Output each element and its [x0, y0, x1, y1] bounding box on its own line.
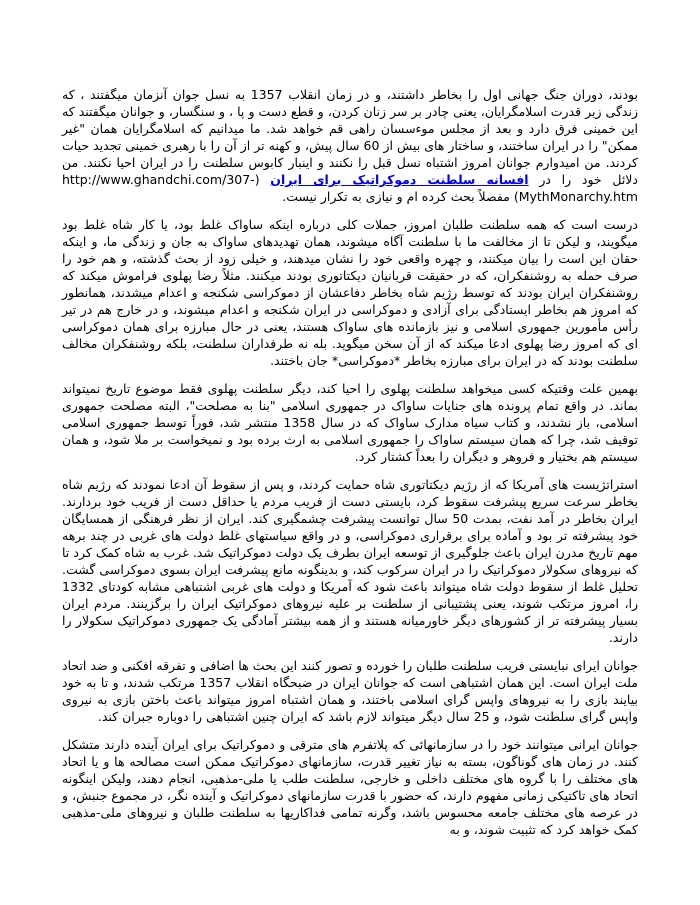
paragraph-1 — [62, 86, 638, 205]
myth-of-democratic-monarchy-link[interactable]: افسانه سلطنت دموکراتیک برای ایران — [270, 172, 529, 187]
paragraph-6: جوانان ایرانی میتوانند خود را در سازمانهائی که پلاتفرم های مترقی و دموکراتیک برای ایران آینده دارند متشکل کنند. در زمان های گوناگون، بسته به نیاز تغییر قدرت، سازمانهای دموکراتیک ممکن است مصالحه ها و یا اتحاد های مختلف را با گروه های مختلف داخلی و خارجی، سلطنت طلب یا ملی-مذهبی، انجام دهند، ولیکن اینگونه اتحاد های تاکتیکی زمانی مفهوم دارند، که حضور با قدرت سازمانهای دموکراتیک و آینده نگر، در مجموع جنبش، و در عرصه های مختلف جامعه محسوس باشد، وگرنه تمامی فداکاریها به سلطنت طلبان و نیروهای ملی-مذهبی کمک خواهد کرد که تثبیت شوند، و به — [62, 737, 638, 837]
paragraph-5: جوانان ایرای نبایستی فریب سلطنت طلبان را خورده و تصور کنند این بحث ها اضافی و تفرقه افکنی و ضد اتحاد ملت ایران است. این همان اشتباهی است که جوانان ایران در ضبحگاه انقلاب 1357 مرتکب شدند، و تا به خود بیایند بازی را به نیروهای واپس گرای اسلامی باختند، و همان اشتباه امروز میتواند باعث باختن بازی به نیروی واپس گرای سلطنت شود، و 25 سال دیگر میتواند لازم باشد که ایران چنین اشتباهی را دوباره جبران کند. — [62, 658, 638, 724]
paragraph-4: استراتژیست های آمریکا که از رژیم دیکتاتوری شاه حمایت کردند، و پس از سقوط آن ادعا نمودند که رژیم شاه بخاطر سرعت سریع پیشرفت سقوط کرد، بایستی دست از فریب مردم یا حداقل دست از فریب خود بردارند. ایران بخاطر در آمد نفت، بمدت 50 سال توانست پیشرفت چشمگیری کند. ایران از نظر فرهنگی از همسایگان خود پیشرفته تر بود و آماده برای برقراری دموکراسی، و در واقع سیاستهای غلط دولت های غربی در چند برهه مهم تاریخ مدرن ایران باعث جلوگیری از توسعه ایران بطرف یک دولت دموکراتیک شد. غرب به شاه کمک کرد تا که نیروهای سکولار دموکراتیک را در ایران سرکوب کند، و بدینگونه مانع پیشرفت ایران بسوی دموکراسی گشت. تحلیل غلط از سقوط دولت شاه میتواند باعث شود که آمریکا و دولت های غربی اشتباهی مشابه کودتای 1332 را، امروز مرتکب شوند، یعنی پشتیبانی از سلطنت بر علیه نیروهای دموکراتیک ایران را برگزینند. مردم ایران بسیار پیشرفته تر از کشورهای دیگر خاورمیانه هستند و از همه بیشتر آمادگی یک جمهوری دموکراتیک سکولار را دارند. — [62, 477, 638, 645]
paragraph-1-text: بودند، دوران جنگ جهانی اول را بخاطر داشتند، و در زمان انقلاب 1357 به نسل جوان آنزمان میگفتند ، که زندگی زیر قدرت اسلامگرایان، یعنی چادر بر سر زنان کردن، و قطع دست و پا ، و سنگسار، و جوانان میگفتند که این خمینی فرق دارد و بعد از مجلس موءسسان راهی قم خواهد شد. ما میدانیم که اسلامگرایان همان "غیر ممکن" را در ایران ساختند، و ساختار های بیش از 60 سال پیش، و کهنه تر از آن را با رهبری خمینی تجدید حیات کردند. من امیدوارم جوانان امروز اشتباه نسل قبل را نکنند و اینبار کابوس سلطنت را در ایران احیا نکنند. من دلائل خود را در — [62, 87, 638, 187]
paragraph-2: درست است که همه سلطنت طلبان امروز، جملات کلی درباره اینکه ساواک غلط بود، یا کار شاه غلط بود میگویند، و لیکن تا از مخالفت ما با سلطنت آگاه میشوند، همان تهدیدهای ساواک به جان و زندگی ما، و اینکه حقان این است را بیان میکنند، و چهره واقعی خود را نشان میدهند، و خیلی زود از بحث گذشته، و هم خود را صرف حمله به روشنفکران، که در حقیقت قربانیان دیکتاتوری بودند میکنند. مثلاً رضا پهلوی فراموش میکند که روشنفکران ایران بودند که توسط رژیم شاه بخاطر دفاعشان از دموکراسی شکنجه و اعدام میشدند، همانطور که امروز هم بخاطر ایستادگی برای آزادی و دموکراسی در ایران شکنجه و اعدام میشوند، و در خارج هم در تیر رأس مأمورین جمهوری اسلامی و نیز بازمانده های ساواک هستند، یعنی در حال مبارزه برای همان دموکراسی ای که امروز رضا پهلوی ادعا میکند که از آن سخن میگوید. بله نه طرفداران سلطنت، بلکه روشنفکران مخالف سلطنت بودند که در ایران برای مبارزه بخاطر *دموکراسی* جان باختند. — [62, 217, 638, 368]
paragraph-1-text-after: مفصلاً بحث کرده ام و نیازی به تکرار نیست. — [282, 189, 510, 204]
link-url-text: (http://www.ghandchi.com/307-MythMonarchy.htm) — [62, 172, 638, 204]
paragraph-3: بهمین علت وقتیکه کسی میخواهد سلطنت پهلوی را احیا کند، دیگر سلطنت پهلوی فقط موضوع تاریخ نمیتواند بماند. در واقع تمام پرونده های جنایات ساواک در جمهوری اسلامی "بنا به مصلحت"، البته مصلحت جمهوری اسلامی، باز نشدند، و کتاب سیاه مدارک ساواک که در سال 1358 منتشر شد، فوراً توسط جمهوری اسلامی توقیف شد، چرا که همان سیستم ساواک را جمهوری اسلامی به ارث برده بود و نمیخواست بر ملا شود، و همان سیستم هم بختیار و فروهر و دیگران را بعداً کشتار کرد. — [62, 381, 638, 464]
